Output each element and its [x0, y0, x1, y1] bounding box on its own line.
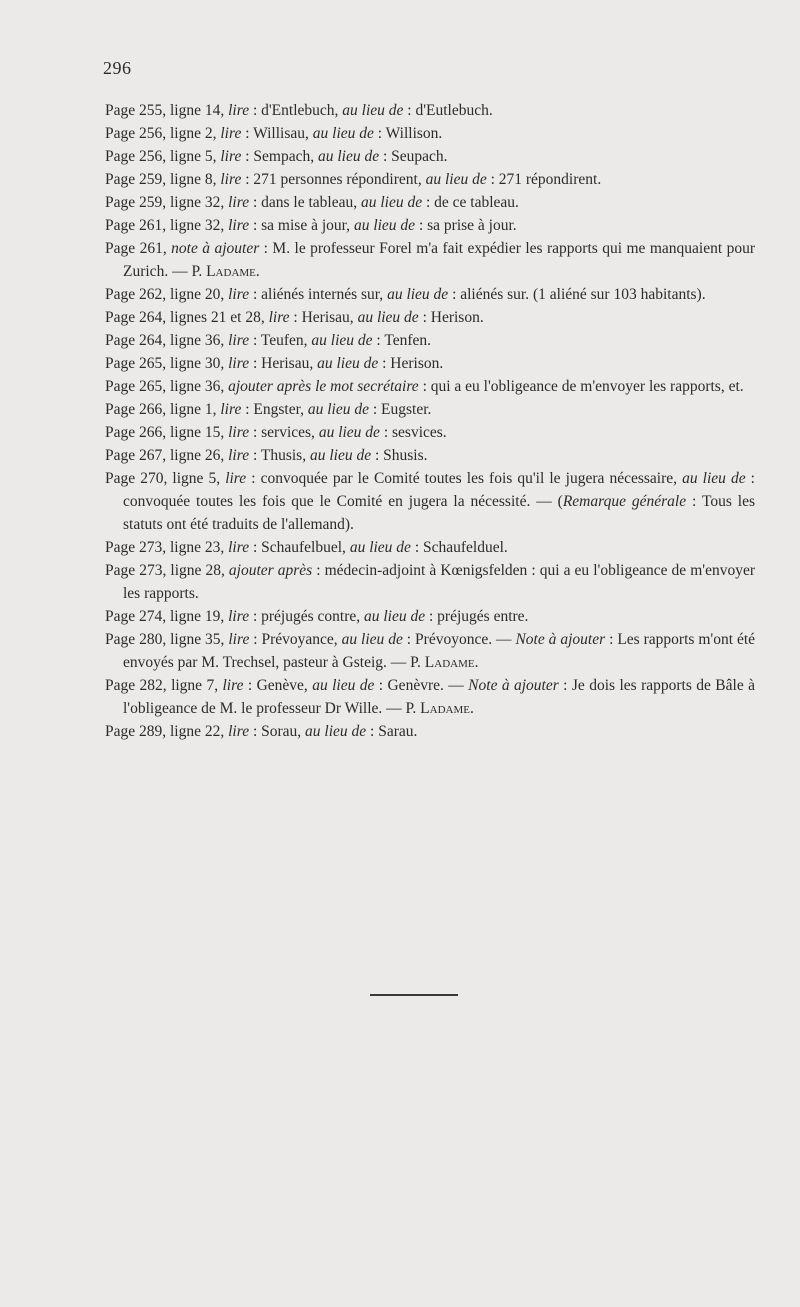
errata-entry-d: au lieu de: [353, 217, 416, 234]
errata-entry-e: : aliénés sur. (1 aliéné sur 103 habitants).: [448, 286, 706, 303]
errata-entry: [105, 444, 755, 467]
errata-entry-e: : Herison.: [378, 355, 444, 372]
errata-entry-a: Page 273, ligne 23,: [105, 539, 229, 556]
errata-entry-c: : M. le professeur Forel m'a fait expédier les rapports qui me manquaient pour Zurich. — P.: [123, 240, 755, 280]
errata-entry-c: : services,: [249, 424, 319, 441]
errata-entry: [105, 237, 755, 283]
errata-entry-b: lire: [228, 631, 250, 648]
page-number: 296: [103, 58, 132, 78]
errata-entry-e: : Tenfen.: [372, 332, 432, 349]
errata-entry: [105, 467, 755, 536]
errata-entry-d: au lieu de: [360, 194, 423, 211]
errata-entry-c: : Teufen,: [249, 332, 312, 349]
errata-entry-a: Page 289, ligne 22,: [105, 723, 229, 740]
errata-entry-a: Page 282, ligne 7,: [105, 677, 223, 694]
errata-entry-e: : d'Eutlebuch.: [403, 102, 493, 119]
errata-entry-a: Page 273, ligne 28,: [105, 562, 229, 579]
errata-entry-e: : Genèvre. —: [374, 677, 469, 694]
errata-entry-b: lire: [220, 125, 242, 142]
errata-entry-b: lire: [228, 102, 250, 119]
errata-entry-a: Page 266, ligne 1,: [105, 401, 221, 418]
errata-entry-b: lire: [228, 194, 250, 211]
errata-entry-f: .: [474, 654, 479, 671]
errata-entry-c: : Schaufelbuel,: [249, 539, 350, 556]
errata-entry-c: : Herisau,: [249, 355, 318, 372]
errata-entry-b: lire: [228, 539, 250, 556]
errata-entry-e: : Shusis.: [371, 447, 428, 464]
errata-entry-d: au lieu de: [311, 332, 373, 349]
errata-entry-a: Page 259, ligne 32,: [105, 194, 229, 211]
errata-entry-c: : préjugés contre,: [249, 608, 364, 625]
errata-entry-e: : sa prise à jour.: [415, 217, 517, 234]
errata-entry: [105, 329, 755, 352]
errata-entry: [105, 536, 755, 559]
errata-entry-d: au lieu de: [425, 171, 487, 188]
errata-entry-c: : Thusis,: [249, 447, 310, 464]
errata-entry: [105, 674, 755, 720]
errata-entry-h: : Je dois les rapports de Bâle à l'obligeance de M. le professeur Dr Wille. — P.: [123, 677, 755, 717]
errata-entry-e: : Eugster.: [369, 401, 432, 418]
errata-entry-d: au lieu de: [387, 286, 449, 303]
errata-entry-a: Page 262, ligne 20,: [105, 286, 229, 303]
errata-entry-b: lire: [268, 309, 290, 326]
errata-entry-a: Page 270, ligne 5,: [105, 470, 226, 487]
errata-entry-b: lire: [228, 286, 250, 303]
errata-entry-g: Note à ajouter: [515, 631, 606, 648]
errata-entry: [105, 375, 755, 398]
errata-entry-d: au lieu de: [318, 424, 380, 441]
errata-entry-c: : Willisau,: [241, 125, 313, 142]
errata-entry-a: Page 274, ligne 19,: [105, 608, 229, 625]
errata-entry-g: Note à ajouter: [468, 677, 559, 694]
errata-entry-a: Page 256, ligne 5,: [105, 148, 221, 165]
errata-entry-e: : 271 répondirent.: [486, 171, 602, 188]
errata-entry-e: : de ce tableau.: [422, 194, 519, 211]
errata-entry: [105, 145, 755, 168]
errata-list: [105, 99, 755, 743]
errata-entry: [105, 605, 755, 628]
errata-entry-c: : d'Entlebuch,: [249, 102, 343, 119]
errata-entry-a: Page 261, ligne 32,: [105, 217, 229, 234]
errata-entry-f: .: [255, 263, 260, 280]
errata-entry-b: lire: [220, 171, 242, 188]
errata-entry-sc: Ladame: [420, 700, 470, 717]
errata-entry-a: Page 256, ligne 2,: [105, 125, 221, 142]
errata-entry-b: ajouter après: [228, 562, 313, 579]
errata-entry-a: Page 259, ligne 8,: [105, 171, 221, 188]
errata-entry-b: lire: [220, 148, 242, 165]
errata-entry-d: au lieu de: [317, 355, 379, 372]
errata-entry-a: Page 265, ligne 30,: [105, 355, 229, 372]
errata-entry: [105, 628, 755, 674]
errata-entry-b: lire: [228, 723, 250, 740]
errata-entry-d: au lieu de: [364, 608, 426, 625]
errata-entry-sc: Ladame: [206, 263, 256, 280]
errata-entry-d: au lieu de: [682, 470, 746, 487]
errata-entry-g: Remarque générale: [562, 493, 687, 510]
errata-entry-c: : Sempach,: [241, 148, 318, 165]
errata-entry-c: : Engster,: [241, 401, 308, 418]
errata-entry-b: lire: [228, 608, 250, 625]
errata-entry-c: : Sorau,: [249, 723, 306, 740]
errata-entry: [105, 122, 755, 145]
errata-entry-b: lire: [225, 470, 247, 487]
errata-entry-d: au lieu de: [307, 401, 369, 418]
errata-entry-d: au lieu de: [317, 148, 380, 165]
errata-entry-c: : dans le tableau,: [249, 194, 361, 211]
errata-entry: [105, 559, 755, 605]
errata-entry-a: Page 261,: [105, 240, 172, 257]
errata-entry: [105, 168, 755, 191]
errata-entry-e: : préjugés entre.: [425, 608, 529, 625]
errata-entry-b: lire: [228, 332, 250, 349]
errata-entry-b: lire: [228, 447, 250, 464]
errata-entry: [105, 283, 755, 306]
errata-entry-h: : Les rapports m'ont été envoyés par M. Trechsel, pasteur à Gsteig. — P.: [123, 631, 756, 671]
errata-entry-c: : Herisau,: [289, 309, 358, 326]
errata-entry-c: : aliénés internés sur,: [249, 286, 388, 303]
errata-entry: [105, 99, 755, 122]
errata-entry-c: : Genève,: [243, 677, 313, 694]
errata-entry-c: : 271 personnes répondirent,: [241, 171, 426, 188]
errata-entry-d: au lieu de: [342, 102, 404, 119]
errata-entry-b: lire: [220, 401, 242, 418]
errata-entry-b: lire: [228, 217, 250, 234]
errata-entry-e: : Willison.: [373, 125, 443, 142]
errata-entry-a: Page 280, ligne 35,: [105, 631, 229, 648]
errata-entry-e: : sesvices.: [379, 424, 447, 441]
errata-entry-c: : convoquée par le Comité toutes les fois qu'il le jugera nécessaire,: [246, 470, 683, 487]
errata-entry-h: : Tous les statuts ont été traduits de l'allemand).: [123, 493, 756, 533]
errata-entry-b: ajouter après le mot secrétaire: [228, 378, 419, 395]
errata-entry-a: Page 267, ligne 26,: [105, 447, 229, 464]
errata-entry-d: au lieu de: [305, 723, 367, 740]
errata-entry-b: lire: [228, 355, 250, 372]
errata-entry-a: Page 255, ligne 14,: [105, 102, 229, 119]
errata-entry-c: : qui a eu l'obligeance de m'envoyer les rapports, et.: [418, 378, 744, 395]
errata-entry-a: Page 265, ligne 36,: [105, 378, 229, 395]
errata-entry-a: Page 266, ligne 15,: [105, 424, 229, 441]
errata-entry-e: : Herison.: [418, 309, 484, 326]
errata-entry-b: note à ajouter: [171, 240, 260, 257]
errata-entry-e: : Sarau.: [366, 723, 418, 740]
errata-entry-d: au lieu de: [312, 125, 374, 142]
errata-entry-c: : sa mise à jour,: [249, 217, 354, 234]
closing-rule: [370, 994, 458, 996]
errata-entry-a: Page 264, ligne 36,: [105, 332, 229, 349]
errata-entry-d: au lieu de: [349, 539, 411, 556]
errata-entry-c: : Prévoyance,: [249, 631, 342, 648]
errata-entry-c: : médecin-adjoint à Kœnigsfelden : qui a eu l'obligeance de m'envoyer les rapports.: [123, 562, 756, 602]
errata-entry-a: Page 264, lignes 21 et 28,: [105, 309, 269, 326]
errata-entry-b: lire: [228, 424, 250, 441]
errata-entry-f: .: [469, 700, 474, 717]
errata-entry: [105, 191, 755, 214]
errata-entry-b: lire: [222, 677, 244, 694]
errata-entry: [105, 352, 755, 375]
errata-entry-d: au lieu de: [312, 677, 375, 694]
errata-entry-e: : Seupach.: [379, 148, 448, 165]
errata-entry-e: : Prévoyonce. —: [402, 631, 516, 648]
errata-entry-d: au lieu de: [341, 631, 403, 648]
errata-entry: [105, 421, 755, 444]
errata-entry: [105, 398, 755, 421]
errata-entry-e: : Schaufelduel.: [410, 539, 508, 556]
errata-entry: [105, 720, 755, 743]
errata-entry-d: au lieu de: [357, 309, 419, 326]
errata-entry-d: au lieu de: [309, 447, 372, 464]
errata-entry-sc: Ladame: [424, 654, 475, 671]
errata-entry: [105, 214, 755, 237]
errata-entry: [105, 306, 755, 329]
errata-entry-e: : convoquée toutes les fois que le Comité en jugera la nécessité. — (: [123, 470, 755, 510]
